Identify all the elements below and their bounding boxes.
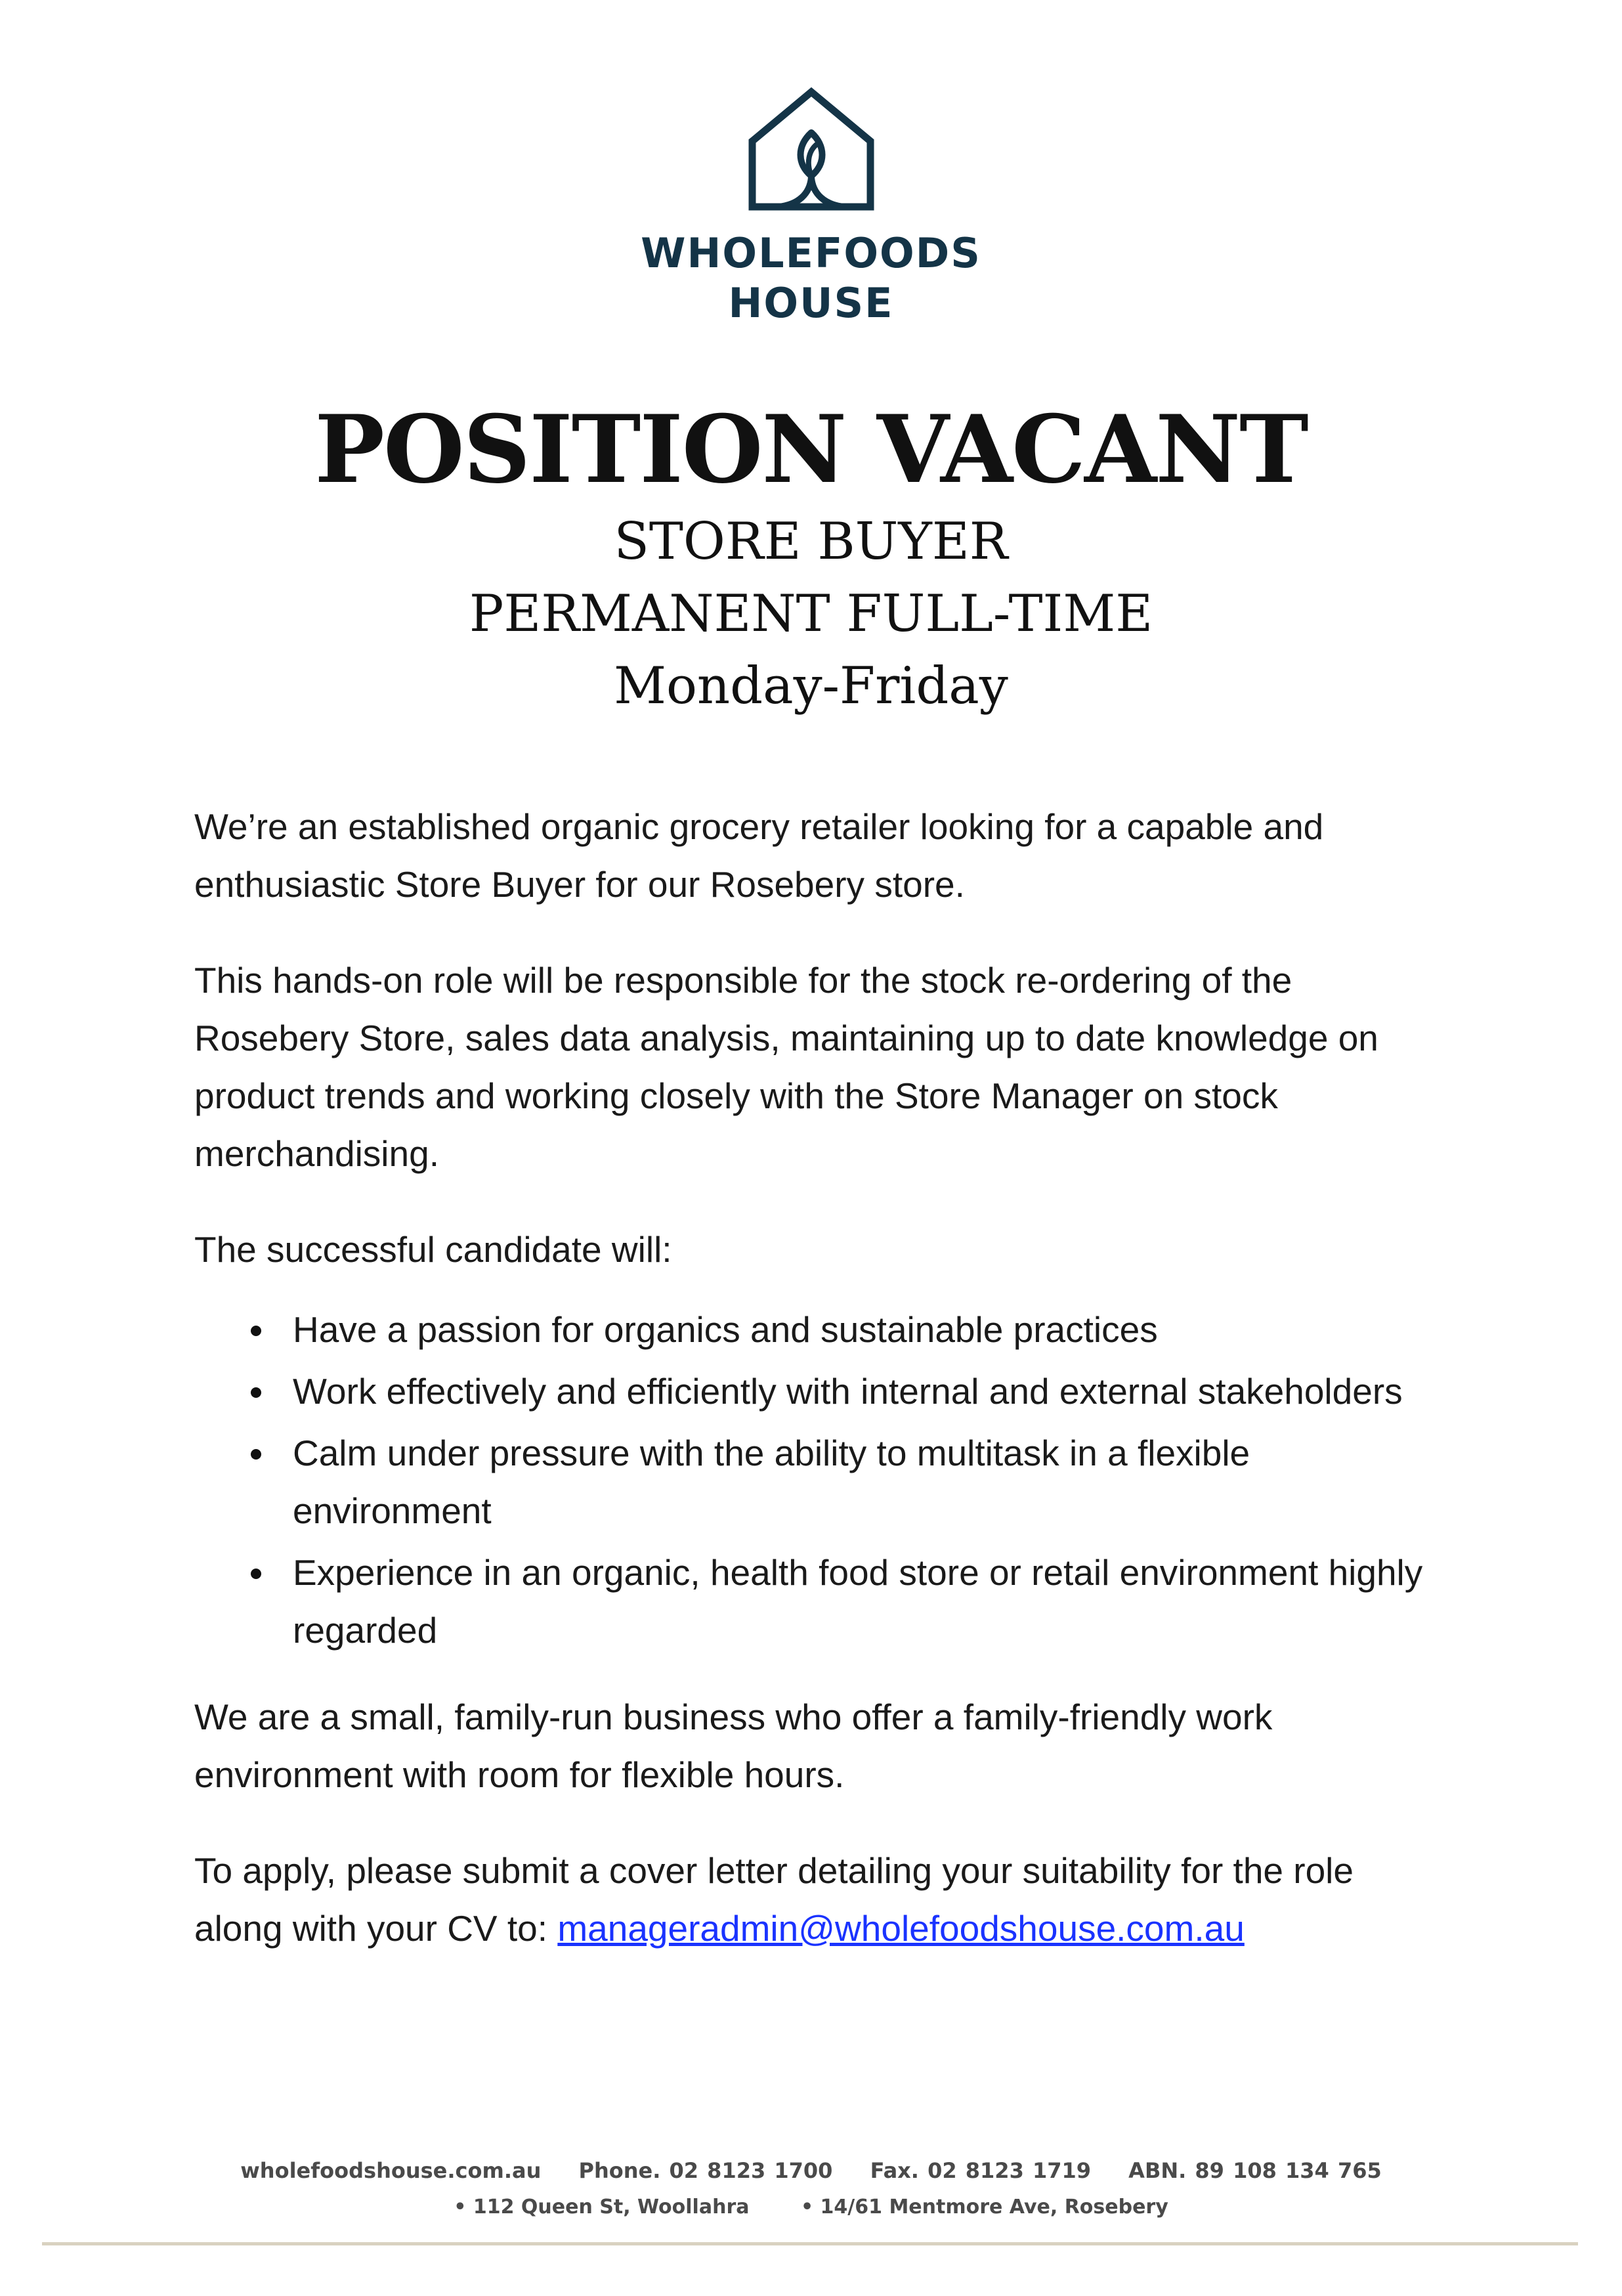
footer-abn: ABN. 89 108 134 765 (1128, 2158, 1382, 2183)
footer-website[interactable]: wholefoodshouse.com.au (240, 2158, 542, 2183)
footer-fax: Fax. 02 8123 1719 (870, 2158, 1092, 2183)
bullet-icon (251, 1387, 261, 1398)
responsibilities-paragraph: This hands-on role will be responsible for the stock re-ordering of the Rosebery Store, sales data analysis, maintaining up to date knowledge on product trends and working closely with the Store Manager on stock merchandising. (194, 960, 1378, 1174)
role-title: STORE BUYER (614, 512, 1008, 571)
list-item (194, 1301, 1441, 1358)
apply-email-link[interactable]: manageradmin@wholefoodshouse.com.au (557, 1908, 1245, 1949)
brand-name-line2: HOUSE (728, 279, 894, 327)
work-days: Monday-Friday (614, 657, 1008, 716)
candidate-list (194, 1301, 1441, 1659)
footer-contact-row (0, 2152, 1622, 2189)
footer (0, 2152, 1622, 2226)
list-item-text: Have a passion for organics and sustainable practices (293, 1309, 1158, 1350)
apply-text: To apply, please submit a cover letter detailing your suitability for the role along with your CV to: (194, 1850, 1354, 1949)
footer-address-rosebery: • 14/61 Mentmore Ave, Rosebery (800, 2196, 1168, 2219)
list-item (194, 1362, 1441, 1420)
intro-paragraph: We’re an established organic grocery retailer looking for a capable and enthusiastic Store Buyer for our Rosebery store. (194, 806, 1324, 905)
list-item-text: Experience in an organic, health food store or retail environment highly regarded (293, 1552, 1423, 1651)
brand-name (641, 228, 981, 328)
bullet-icon (251, 1449, 261, 1460)
brand-logo (0, 85, 1622, 328)
business-paragraph: We are a small, family-run business who offer a family-friendly work environment with room for flexible hours. (194, 1697, 1273, 1795)
list-item-text: Work effectively and efficiently with internal and external stakeholders (293, 1371, 1403, 1412)
page-title: POSITION VACANT (314, 395, 1308, 504)
employment-type: PERMANENT FULL-TIME (469, 584, 1153, 643)
candidate-intro: The successful candidate will: (194, 1229, 672, 1270)
body-content (194, 798, 1441, 1995)
brand-name-line1: WHOLEFOODS (641, 229, 981, 277)
footer-address-woollahra: • 112 Queen St, Woollahra (454, 2196, 750, 2219)
house-leaf-icon (746, 85, 877, 217)
footer-address-row (0, 2189, 1622, 2226)
heading-block (0, 394, 1622, 722)
footer-phone: Phone. 02 8123 1700 (578, 2158, 833, 2183)
bullet-icon (251, 1326, 261, 1336)
footer-divider (42, 2242, 1578, 2245)
list-item-text: Calm under pressure with the ability to multitask in a flexible environment (293, 1433, 1250, 1531)
apply-paragraph (194, 1842, 1441, 1957)
list-item (194, 1424, 1441, 1540)
list-item (194, 1544, 1441, 1659)
bullet-icon (251, 1569, 261, 1579)
